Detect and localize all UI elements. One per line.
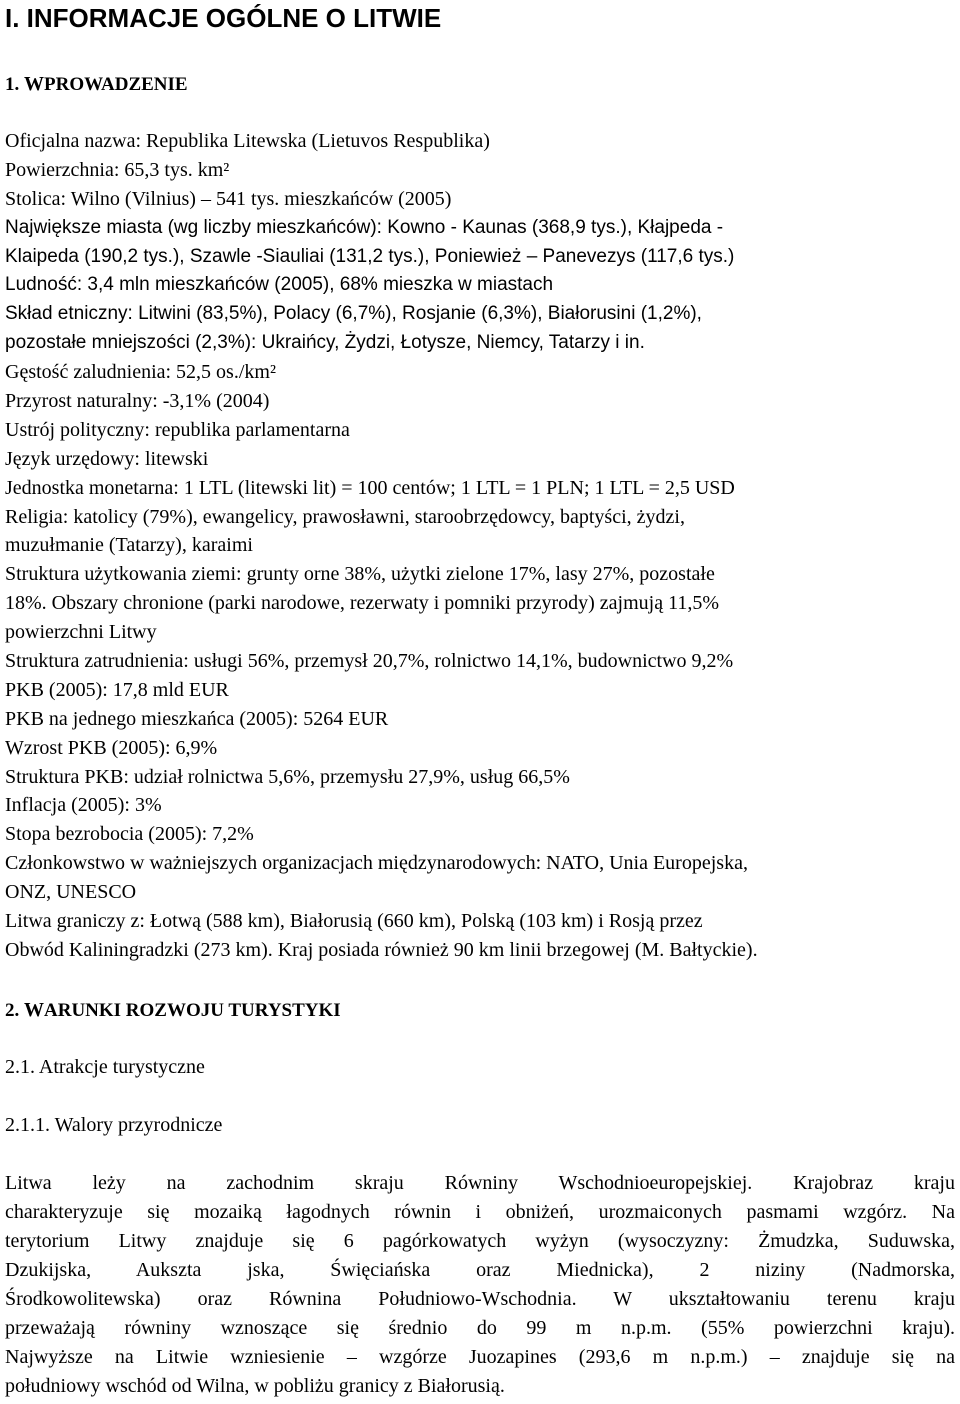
fact-line: Wzrost PKB (2005): 6,9%	[5, 736, 218, 759]
fact-line: Członkowstwo w ważniejszych organizacjach międzynarodowych: NATO, Unia Europejska,	[5, 852, 748, 875]
section-heading-text: ARUNKI ROZWOJU TURYSTYKI	[44, 1000, 341, 1021]
section-heading-text: PROWADZENIE	[44, 74, 188, 95]
fact-line: Obwód Kaliningradzki (273 km). Kraj posiada również 90 km linii brzegowej (M. Bałtyckie).	[5, 938, 758, 961]
fact-line: Skład etniczny: Litwini (83,5%), Polacy (6,7%), Rosjanie (6,3%), Białorusini (1,2%),	[5, 303, 702, 325]
paragraph-line: południowy wschód od Wilna, w pobliżu granicy z Białorusią.	[5, 1375, 505, 1397]
paragraph-line: charakteryzuje się mozaiką łagodnych równin i obniżeń, urozmaiconych pasmami wzgórz. Na	[5, 1201, 955, 1223]
fact-line: pozostałe mniejszości (2,3%): Ukraińcy, Żydzi, Łotysze, Niemcy, Tatarzy i in.	[5, 332, 645, 354]
fact-line: 18%. Obszary chronione (parki narodowe, rezerwaty i pomniki przyrody) zajmują 11,5%	[5, 592, 720, 615]
paragraph-line: terytorium Litwy znajduje się 6 pagórkowatych wyżyn (wysoczyzny: Żmudzka, Suduwska,	[5, 1230, 955, 1252]
fact-line: Ustrój polityczny: republika parlamentarna	[5, 418, 350, 441]
paragraph-line: Środkowolitewska) oraz Równina Południowo-Wschodnia. W ukształtowaniu terenu kraju	[5, 1288, 955, 1310]
paragraph-line: Dzukijska, Aukszta jska, Święciańska oraz Miednicka), 2 niziny (Nadmorska,	[5, 1259, 955, 1281]
paragraph-line: Najwyższe na Litwie wzniesienie – wzgórze Juozapines (293,6 m n.p.m.) – znajduje się na	[5, 1346, 955, 1368]
fact-line: Struktura zatrudnienia: usługi 56%, przemysł 20,7%, rolnictwo 14,1%, budownictwo 9,2%	[5, 650, 734, 673]
subsection-heading-attractions: 2.1. Atrakcje turystyczne	[5, 1056, 205, 1078]
fact-line: Stopa bezrobocia (2005): 7,2%	[5, 823, 254, 846]
fact-line: Struktura użytkowania ziemi: grunty orne 38%, użytki zielone 17%, lasy 27%, pozostałe	[5, 563, 715, 586]
section-heading-introduction	[5, 72, 188, 97]
fact-line: Powierzchnia: 65,3 tys. km²	[5, 158, 230, 181]
section-heading-tourism	[5, 998, 341, 1023]
fact-line: muzułmanie (Tatarzy), karaimi	[5, 534, 253, 557]
fact-line: Struktura PKB: udział rolnictwa 5,6%, przemysłu 27,9%, usług 66,5%	[5, 765, 570, 788]
fact-line: Oficjalna nazwa: Republika Litewska (Lietuvos Respublika)	[5, 130, 490, 152]
document-title: I. INFORMACJE OGÓLNE O LITWIE	[5, 3, 442, 33]
paragraph-line: przeważają równiny wznoszące się średnio do 99 m n.p.m. (55% powierzchni kraju).	[5, 1317, 955, 1339]
fact-line: Klaipeda (190,2 tys.), Szawle -Siauliai (131,2 tys.), Poniewież – Panevezys (117,6 tys.)	[5, 245, 735, 267]
paragraph-line: Litwa leży na zachodnim skraju Równiny Wschodnioeuropejskiej. Krajobraz kraju	[5, 1172, 955, 1194]
section-number: 2.	[5, 1000, 24, 1021]
fact-line: PKB (2005): 17,8 mld EUR	[5, 678, 229, 701]
fact-line: Jednostka monetarna: 1 LTL (litewski lit) = 100 centów; 1 LTL = 1 PLN; 1 LTL = 2,5 USD	[5, 476, 735, 499]
section-initial: W	[24, 73, 44, 95]
fact-line: Przyrost naturalny: -3,1% (2004)	[5, 390, 270, 413]
fact-line: ONZ, UNESCO	[5, 881, 137, 904]
country-facts-list	[5, 127, 960, 965]
fact-line: Ludność: 3,4 mln mieszkańców (2005), 68% mieszka w miastach	[5, 274, 554, 296]
fact-line: Religia: katolicy (79%), ewangelicy, prawosławni, staroobrzędowcy, baptyści, żydzi,	[5, 505, 685, 528]
nature-paragraph	[5, 1169, 955, 1401]
fact-line: Największe miasta (wg liczby mieszkańców): Kowno - Kaunas (368,9 tys.), Kłajpeda -	[5, 216, 724, 238]
fact-line: PKB na jednego mieszkańca (2005): 5264 EUR	[5, 707, 389, 730]
subsection-heading-nature: 2.1.1. Walory przyrodnicze	[5, 1114, 223, 1136]
fact-line: Litwa graniczy z: Łotwą (588 km), Białorusią (660 km), Polską (103 km) i Rosją przez	[5, 910, 703, 933]
section-number: 1.	[5, 74, 24, 95]
fact-line: Gęstość zaludnienia: 52,5 os./km²	[5, 361, 276, 384]
section-initial: W	[24, 999, 44, 1021]
fact-line: powierzchni Litwy	[5, 621, 157, 644]
fact-line: Inflacja (2005): 3%	[5, 794, 162, 817]
fact-line: Stolica: Wilno (Vilnius) – 541 tys. mieszkańców (2005)	[5, 187, 452, 210]
fact-line: Język urzędowy: litewski	[5, 447, 209, 470]
